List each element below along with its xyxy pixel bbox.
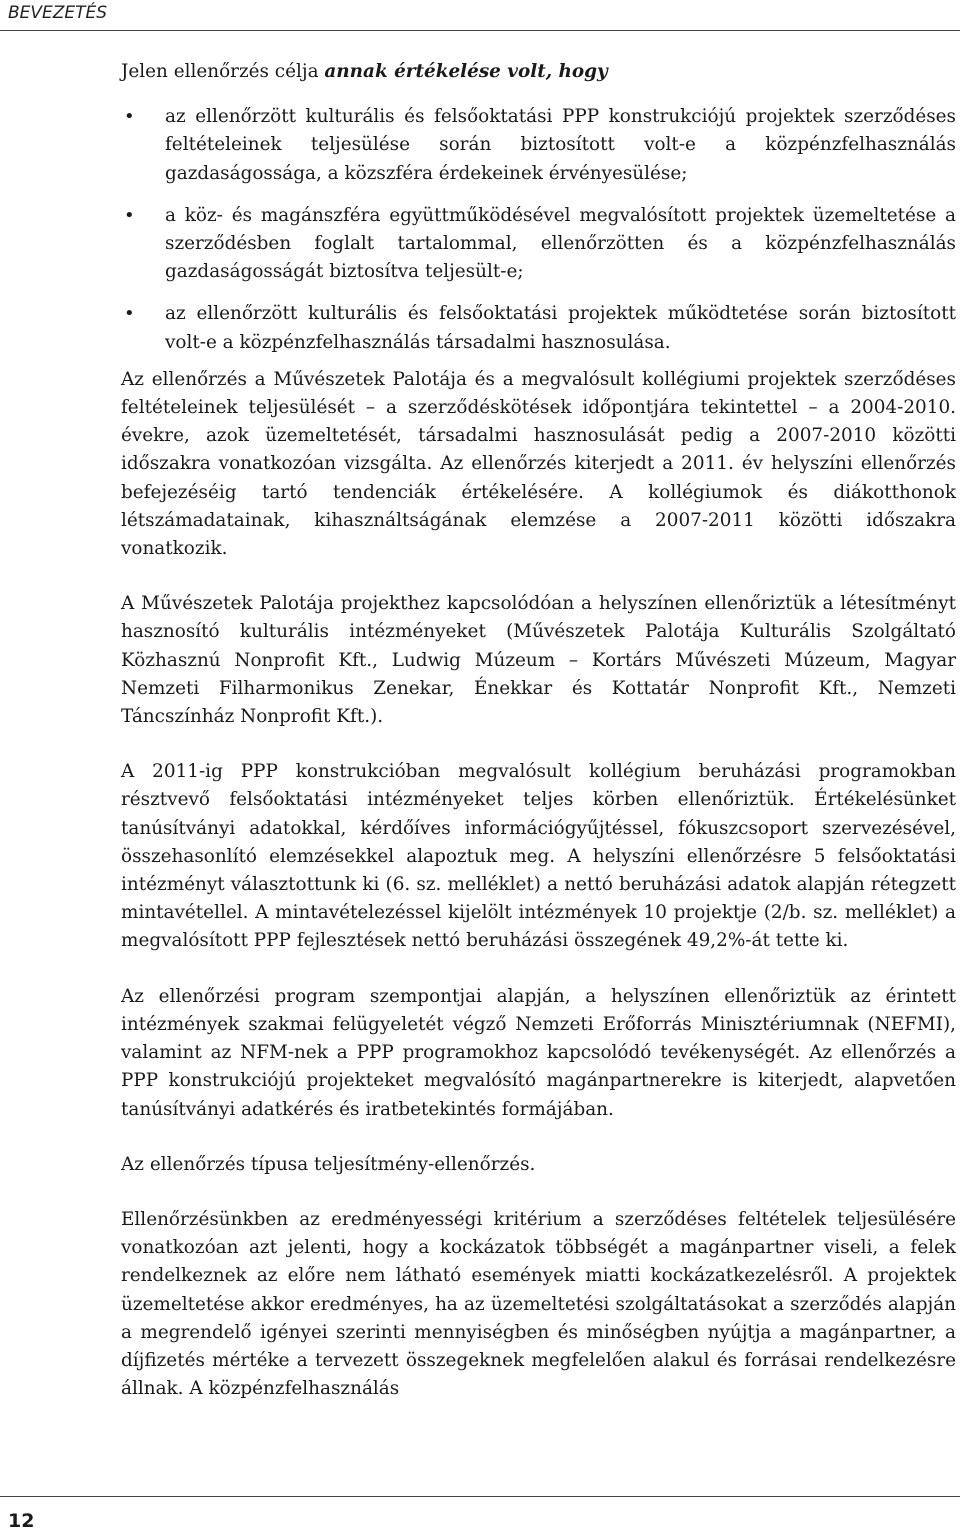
- list-item: [121, 103, 956, 188]
- paragraph-dormitory: A 2011-ig PPP konstrukcióban megvalósult kollégium beruházási programokban résztvevő felsőoktatási intézményeket teljes körben ellenőriztük. Értékelésünket tanúsítványi adatokkal, kérdőíves információgyűjtéssel, fókuszcsoport szervezésével, összehasonlító elemzésekkel alapoztuk meg. A helyszíni ellenőrzésre 5 felsőoktatási intézményt választottunk ki (6. sz. melléklet) a nettó beruházási adatok alapján rétegzett mintavétellel. A mintavételezéssel kijelölt intézmények 10 projektje (2/b. sz. melléklet) a megvalósított PPP fejlesztések nettó beruházási összegének 49,2%-át tette ki.: [121, 761, 956, 952]
- paragraph-audit-type: Az ellenőrzés típusa teljesítmény-ellenőrzés.: [121, 1153, 536, 1175]
- list-item: [121, 202, 956, 287]
- bullet-icon: •: [124, 106, 135, 128]
- list-item-text: a köz- és magánszféra együttműködésével megvalósított projektek üzemeltetése a szerződésben foglalt tartalommal, ellenőrzötten és a közpénzfelhasználás gazdaságosságát biztosítva teljesült-e;: [165, 204, 956, 283]
- paragraph-criteria: Ellenőrzésünkben az eredményességi kritérium a szerződéses feltételek teljesülésére vonatkozóan azt jelenti, hogy a kockázatok többségét a magánpartner viseli, a felek rendelkeznek az előre nem látható események miatti kockázatkezelésről. A projektek üzemeltetése akkor eredményes, ha az üzemeltetési szolgáltatásokat a szerződés alapján a megrendelő igényei szerinti mennyiségben és minőségben nyújtja a magánpartner, a díjfizetés mértéke a tervezett összegeknek megfelelően alakul és forrásai rendelkezésre állnak. A közpénzfelhasználás: [121, 1208, 956, 1400]
- objective-list: [121, 103, 956, 357]
- bullet-icon: •: [124, 303, 135, 325]
- intro-emphasis: annak értékelése volt, hogy: [324, 61, 608, 82]
- paragraph-program: Az ellenőrzési program szempontjai alapján, a helyszínen ellenőriztük az érintett intézmények szakmai felügyeletét végző Nemzeti Erőforrás Minisztériumnak (NEFMI), valamint az NFM-nek a PPP programokhoz kapcsolódó tevékenységét. Az ellenőrzés a PPP konstrukciójú projekteket megvalósító magánpartnerekre is kiterjedt, alapvetően tanúsítványi adatkérés és iratbetekintés formájában.: [121, 985, 956, 1120]
- page-number: 12: [8, 1510, 35, 1532]
- intro-sentence: [121, 58, 956, 86]
- intro-lead: Jelen ellenőrzés célja: [121, 61, 325, 82]
- footer-divider: [0, 1496, 960, 1497]
- list-item-text: az ellenőrzött kulturális és felsőoktatási PPP konstrukciójú projektek szerződéses feltételeinek teljesülése során biztosított volt-e a közpénzfelhasználás gazdaságossága, a közszféra érdekeinek érvényesülése;: [165, 106, 956, 184]
- section-title: BEVEZETÉS: [8, 3, 108, 23]
- paragraph-mupa: A Művészetek Palotája projekthez kapcsolódóan a helyszínen ellenőriztük a létesítményt hasznosító kulturális intézményeket (Művészetek Palotája Kulturális Szolgáltató Közhasznú Nonprofit Kft., Ludwig Múzeum – Kortárs Művészeti Múzeum, Magyar Nemzeti Filharmonikus Zenekar, Énekkar és Kottatár Nonprofit Kft., Nemzeti Táncszínház Nonprofit Kft.).: [121, 593, 956, 728]
- list-item-text: az ellenőrzött kulturális és felsőoktatási projektek működtetése során biztosított volt-e a közpénzfelhasználás társadalmi hasznosulása.: [165, 303, 956, 353]
- paragraph-scope: Az ellenőrzés a Művészetek Palotája és a megvalósult kollégiumi projektek szerződéses feltételeinek teljesülését – a szerződéskötések időpontjára tekintettel – a 2004-2010. évekre, azok üzemeltetését, társadalmi hasznosulását pedig a 2007-2010 közötti időszakra vonatkozóan vizsgálta. Az ellenőrzés kiterjedt a 2011. év helyszíni ellenőrzés befejezéséig tartó tendenciák értékelésére. A kollégiumok és diákotthonok létszámadatainak, kihasználtságának elemzése a 2007-2011 közötti időszakra vonatkozik.: [121, 368, 956, 560]
- list-item: [121, 300, 956, 356]
- bullet-icon: •: [124, 204, 135, 226]
- running-header: [0, 0, 960, 31]
- document-body: [121, 58, 956, 1430]
